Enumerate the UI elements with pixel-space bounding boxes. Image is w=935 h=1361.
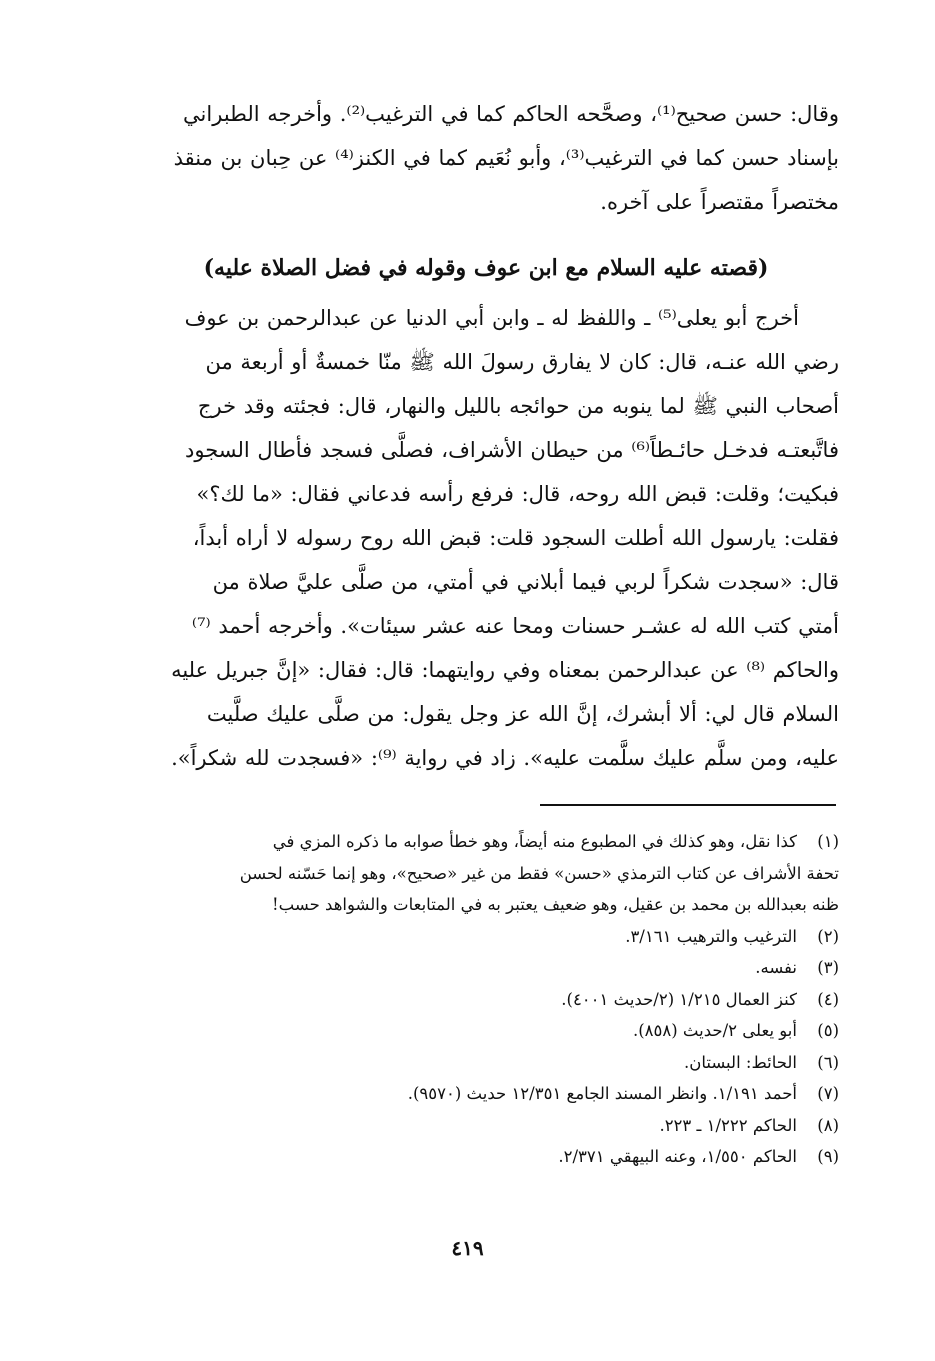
footnote-8 [133,1110,839,1142]
footnote-1-cont [133,889,839,921]
footnote-number: (٩) [817,1147,839,1166]
footnote-divider [540,804,836,806]
footnote-6 [133,1047,839,1079]
footnote-text: الحائط: البستان. [683,1052,797,1072]
footnote-text: أحمد ١/١٩١. وانظر المسند الجامع ١٢/٣٥١ حديث (٩٥٧٠). [407,1084,797,1103]
text-line: فاتَّبعتـه فدخـل حائـطاً⁽⁶⁾ من حيطان الأشراف، فصلَّى فسجد فأطال السجود [185,438,839,462]
footnote-number: (٥) [817,1021,839,1040]
text-line: أصحاب النبي ﷺ لما ينوبه من حوائجه بالليل والنهار، قال: فجئته وقد خرج [197,394,839,418]
page-number: ٤١٩ [451,1236,484,1260]
footnote-line: تحفة الأشراف عن كتاب الترمذي «حسن» فقط من غير «صحيح»، وهو إنما حَسّنه لحسن [239,863,839,883]
text-line: قال: «سجدت شكراً لربي فيما أبلاني في أمتي، من صلَّى عليَّ صلاة من [212,570,839,594]
text-line: رضي الله عنـه، قال: كان لا يفارق رسولَ الله ﷺ منّا خمسةٌ أو أربعة من [205,350,839,374]
text-line: أخرج أبو يعلى⁽⁵⁾ ـ واللفظ له ـ وابن أبي الدنيا عن عبدالرحمن بن عوف [184,306,799,330]
footnote-number: (٤) [817,989,839,1009]
footnote-line: كذا نقل، وهو كذلك في المطبوع منه أيضاً، وهو خطأ صوابه ما ذكره المزي في [272,832,797,851]
text-line: فبكيت؛ وقلت: قبض الله روحه، قال: فرفع رأسه فدعاني فقال: «ما لك؟» [196,482,839,506]
text-line: بإسناد حسن كما في الترغيب⁽³⁾، وأبو نُعَيم كما في الكنز⁽⁴⁾ عن حِبان بن منقذ [173,146,839,170]
footnote-text: أبو يعلى ٢/حديث (٨٥٨). [632,1021,797,1040]
footnote-number: (٣) [817,958,839,977]
footnote-1-cont [133,858,839,890]
footnote-3 [133,952,839,984]
footnote-7 [133,1078,839,1110]
text-line: السلام قال لي: ألا أبشرك، إنَّ الله عز وجل يقول: من صلَّى عليك صلَّيت [206,702,839,726]
footnote-5 [133,1015,839,1047]
footnote-1 [133,826,839,858]
narration-paragraph [133,296,839,780]
footnote-number: (٧) [817,1084,839,1103]
footnote-9 [133,1141,839,1173]
text-line: مختصراً مقتصراً على آخره. [600,190,839,214]
footnote-text: الحاكم ١/٥٥٠، وعنه البيهقي ٢/٣٧١. [558,1147,797,1166]
footnote-number: (١) [817,832,839,851]
text-line: فقلت: يارسول الله أطلت السجود قلت: قبض الله روح رسوله لا أراه أبداً، [192,526,839,550]
footnote-text: الحاكم ١/٢٢٢ ـ ٢٢٣. [659,1115,797,1135]
text-line: عليه، ومن سلَّم عليك سلَّمت عليه». زاد في رواية ⁽⁹⁾: «فسجدت لله شكراً». [171,746,839,770]
section-heading: (قصته عليه السلام مع ابن عوف وقوله في فضل الصلاة عليه) [203,255,769,281]
footnote-number: (٨) [817,1115,839,1135]
footnote-number: (٢) [817,926,839,946]
footnote-text: كنز العمال ١/٢١٥ (٢/حديث ٤٠٠١). [561,989,797,1009]
footnote-number: (٦) [817,1052,839,1072]
footnote-text [133,826,797,858]
footnote-line: ظنه بعبدالله بن محمد بن عقيل، وهو ضعيف يعتبر به في المتابعات والشواهد حسب! [272,895,839,914]
footnote-4 [133,984,839,1016]
footnote-text: نفسه. [755,958,797,977]
footnote-2 [133,921,839,953]
intro-paragraph [133,92,839,224]
text-line: والحاكم ⁽⁸⁾ عن عبدالرحمن بمعناه وفي روايتهما: قال: فقال: «إنَّ جبريل عليه [171,658,839,682]
footnotes [133,826,839,1173]
footnote-text: الترغيب والترهيب ٣/١٦١. [625,926,797,946]
text-line: وقال: حسن صحيح⁽¹⁾، وصحَّحه الحاكم كما في الترغيب⁽²⁾. وأخرجه الطبراني [183,102,839,126]
text-line: أمتي كتب الله له عشـر حسنات ومحا عنه عشر سيئات». وأخرجه أحمد ⁽⁷⁾ [191,614,839,638]
